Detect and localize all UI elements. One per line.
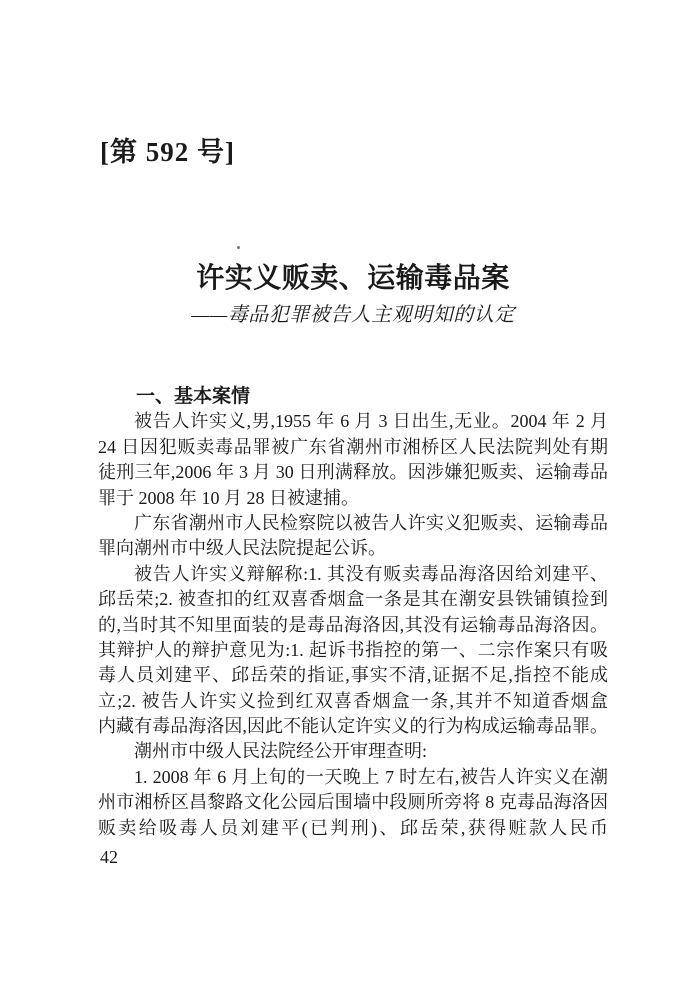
body-text-line: 24 日因犯贩卖毒品罪被广东省潮州市湘桥区人民法院判处有期 (98, 436, 608, 457)
body-text-line: 广东省潮州市人民检察院以被告人许实义犯贩卖、运输毒品 (134, 512, 608, 533)
body-text-line: 徒刑三年,2006 年 3 月 30 日刑满释放。因涉嫌犯贩卖、运输毒品 (98, 462, 608, 483)
body-text-line: 罪于 2008 年 10 月 28 日被逮捕。 (98, 487, 359, 508)
body-text (98, 409, 608, 841)
body-text-line: 邱岳荣;2. 被查扣的红双喜香烟盒一条是其在潮安县铁铺镇捡到 (98, 589, 608, 610)
body-text-line: 毒人员刘建平、邱岳荣的指证,事实不清,证据不足,指控不能成 (98, 665, 608, 686)
body-text-line: 潮州市中级人民法院经公开审理查明: (134, 741, 427, 762)
case-title: 许实义贩卖、运输毒品案 (196, 263, 510, 294)
body-text-line: 贩卖给吸毒人员刘建平(已判刑)、邱岳荣,获得赃款人民币 (98, 817, 608, 838)
body-text-line: 州市湘桥区昌黎路文化公园后围墙中段厕所旁将 8 克毒品海洛因 (98, 792, 608, 813)
scan-speck-artifact (237, 246, 240, 249)
body-text-line: 立;2. 被告人许实义捡到红双喜香烟盒一条,其并不知道香烟盒 (98, 690, 608, 711)
body-text-line: 罪向潮州市中级人民法院提起公诉。 (98, 538, 386, 559)
case-number-heading: [第 592 号] (100, 137, 235, 167)
body-text-line: 的,当时其不知里面装的是毒品海洛因,其没有运输毒品海洛因。 (98, 614, 608, 635)
body-text-line: 被告人许实义,男,1955 年 6 月 3 日出生,无业。2004 年 2 月 (134, 411, 608, 432)
body-text-line: 其辩护人的辩护意见为:1. 起诉书指控的第一、二宗作案只有吸 (98, 639, 608, 660)
case-body (98, 384, 608, 841)
page-number: 42 (100, 847, 118, 867)
body-text-line: 1. 2008 年 6 月上旬的一天晚上 7 时左右,被告人许实义在潮 (134, 766, 608, 787)
title-block (98, 262, 608, 328)
body-text-line: 被告人许实义辩解称:1. 其没有贩卖毒品海洛因给刘建平、 (134, 563, 608, 584)
case-subtitle: ——毒品犯罪被告人主观明知的认定 (191, 304, 515, 326)
section-heading-basic-facts: 一、基本案情 (136, 386, 251, 407)
body-text-line: 内藏有毒品海洛因,因此不能认定许实义的行为构成运输毒品罪。 (98, 716, 608, 737)
